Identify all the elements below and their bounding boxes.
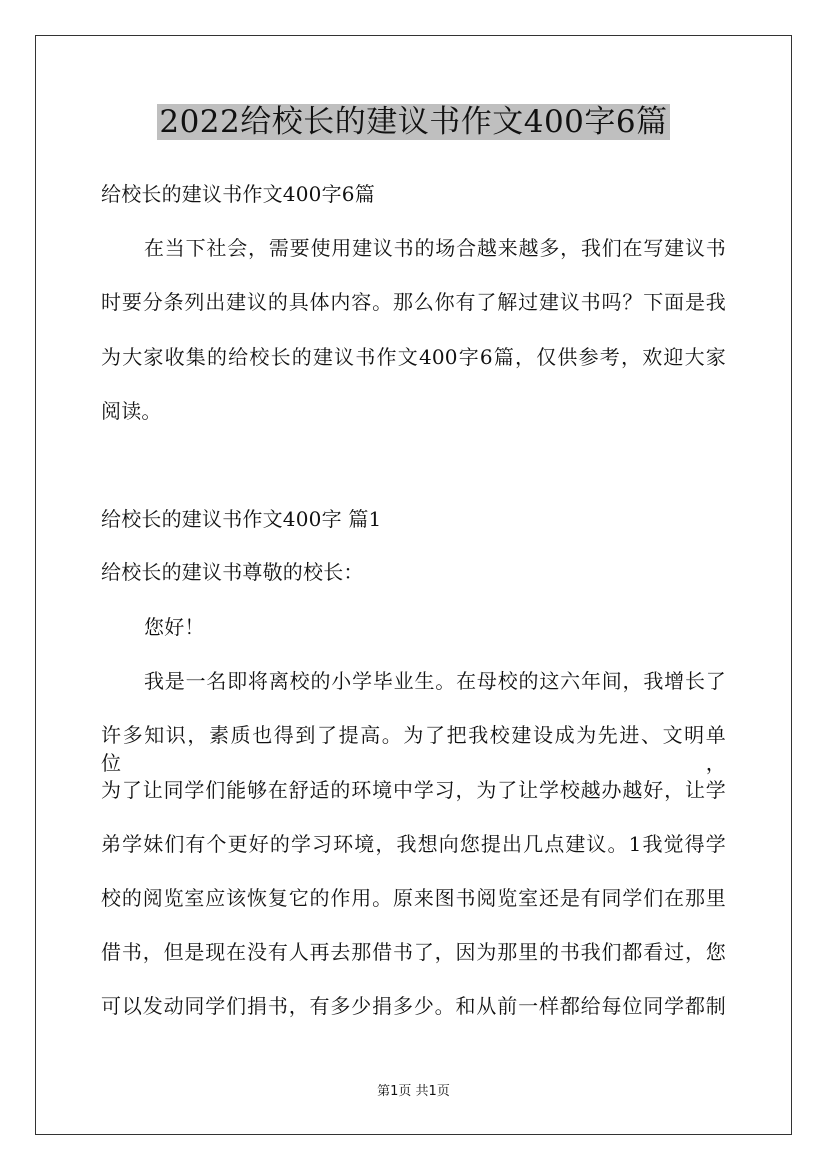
document-subtitle: 给校长的建议书作文400字6篇 bbox=[101, 182, 375, 206]
intro-line-4: 阅读。 bbox=[101, 399, 162, 423]
body-line-2: 许多知识，素质也得到了提高。为了把我校建设成为先进、文明单位， bbox=[101, 723, 726, 775]
page-number-footer: 第1页 共1页 bbox=[377, 1084, 450, 1099]
intro-line-2: 时要分条列出建议的具体内容。那么你有了解过建议书吗？下面是我 bbox=[101, 290, 726, 314]
document-title-text: 2022给校长的建议书作文400字6篇 bbox=[159, 104, 668, 140]
body-line-3: 为了让同学们能够在舒适的环境中学习，为了让学校越办越好，让学 bbox=[101, 778, 726, 802]
section-heading: 给校长的建议书作文400字 篇1 bbox=[101, 507, 382, 531]
body-line-5: 校的阅览室应该恢复它的作用。原来图书阅览室还是有同学们在那里 bbox=[101, 886, 726, 910]
body-line-6: 借书，但是现在没有人再去那借书了，因为那里的书我们都看过，您 bbox=[101, 940, 726, 964]
document-title bbox=[0, 100, 827, 144]
body-line-1: 我是一名即将离校的小学毕业生。在母校的这六年间，我增长了 bbox=[144, 669, 726, 693]
salutation: 给校长的建议书尊敬的校长： bbox=[101, 560, 364, 584]
intro-line-3: 为大家收集的给校长的建议书作文400字6篇，仅供参考，欢迎大家 bbox=[101, 345, 726, 369]
intro-line-1: 在当下社会，需要使用建议书的场合越来越多，我们在写建议书 bbox=[144, 236, 726, 260]
body-line-7: 可以发动同学们捐书，有多少捐多少。和从前一样都给每位同学都制 bbox=[101, 994, 726, 1018]
body-line-4: 弟学妹们有个更好的学习环境，我想向您提出几点建议。1我觉得学 bbox=[101, 832, 726, 856]
greeting: 您好！ bbox=[144, 615, 205, 639]
